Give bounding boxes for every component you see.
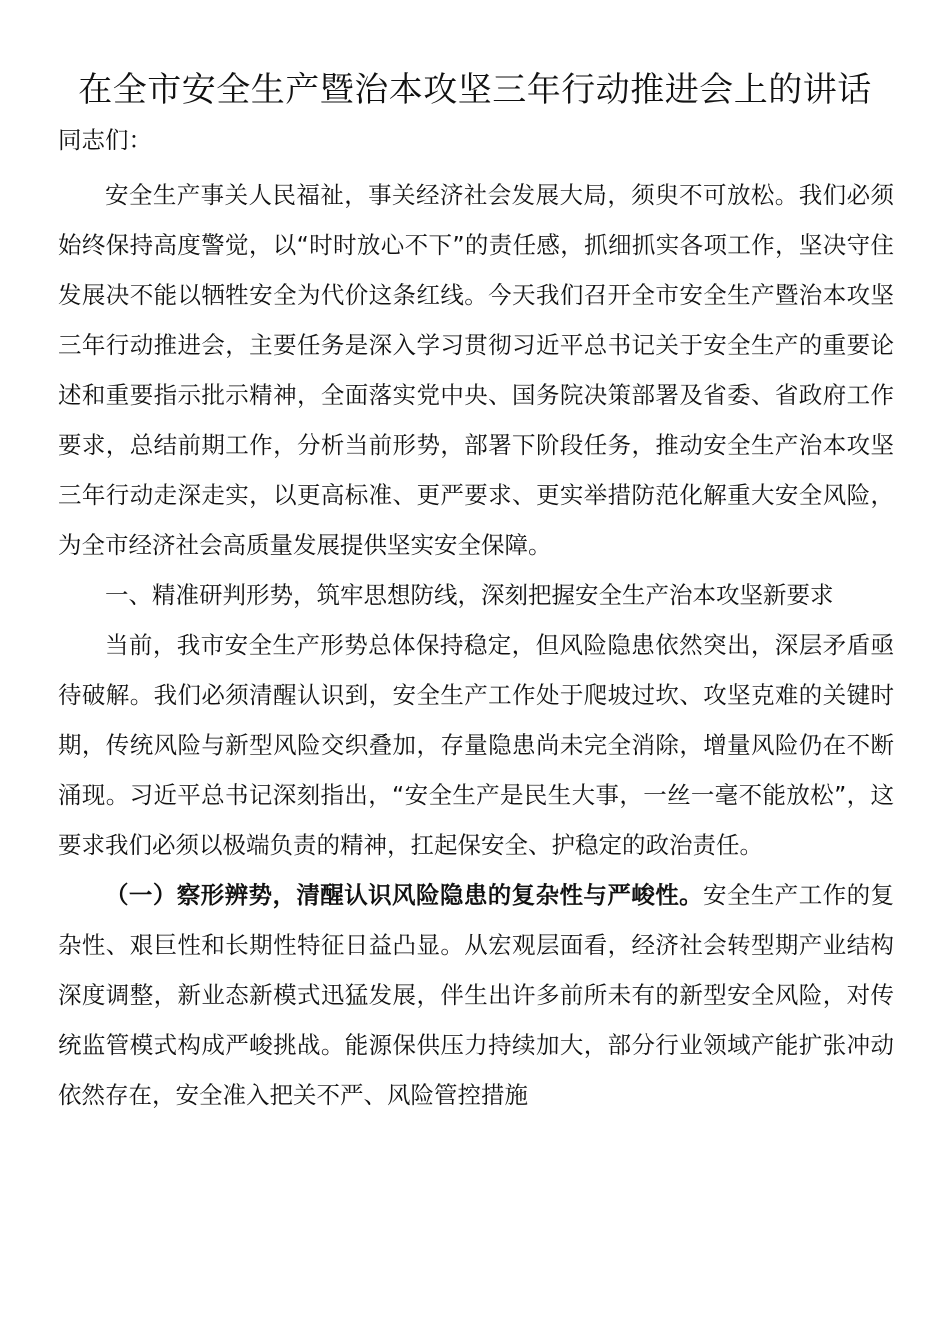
paragraph-intro: 安全生产事关人民福祉，事关经济社会发展大局，须臾不可放松。我们必须始终保持高度警觉，以“时时放心不下”的责任感，抓细抓实各项工作，坚决守住发展决不能以牺牲安全为代价这条红线。今天我们召开全市安全生产暨治本攻坚三年行动推进会，主要任务是深入学习贯彻习近平总书记关于安全生产的重要论述和重要指示批示精神，全面落实党中央、国务院决策部署及省委、省政府工作要求，总结前期工作，分析当前形势，部署下阶段任务，推动安全生产治本攻坚三年行动走深走实，以更高标准、更严要求、更实举措防范化解重大安全风险，为全市经济社会高质量发展提供坚实安全保障。	[58, 181, 894, 559]
document-body	[58, 170, 894, 1120]
subsection-heading-1: （一）察形辨势，清醒认识风险隐患的复杂性与严峻性。	[105, 881, 704, 909]
paragraph-situation: 当前，我市安全生产形势总体保持稳定，但风险隐患依然突出，深层矛盾亟待破解。我们必须清醒认识到，安全生产工作处于爬坡过坎、攻坚克难的关键时期，传统风险与新型风险交织叠加，存量隐患尚未完全消除，增量风险仍在不断涌现。习近平总书记深刻指出，“安全生产是民生大事，一丝一毫不能放松”，这要求我们必须以极端负责的精神，扛起保安全、护稳定的政治责任。	[58, 631, 894, 859]
section-heading-1: 一、精准研判形势，筑牢思想防线，深刻把握安全生产治本攻坚新要求	[105, 581, 834, 609]
document-title: 在全市安全生产暨治本攻坚三年行动推进会上的讲话	[78, 70, 872, 110]
salutation: 同志们：	[58, 126, 152, 154]
paragraph-subsection-1	[58, 870, 894, 1120]
subsection-body-1: 安全生产工作的复杂性、艰巨性和长期性特征日益凸显。从宏观层面看，经济社会转型期产业结构深度调整，新业态新模式迅猛发展，伴生出许多前所未有的新型安全风险，对传统监管模式构成严峻挑战。能源保供压力持续加大，部分行业领域产能扩张冲动依然存在，安全准入把关不严、风险管控措施	[58, 881, 894, 1109]
